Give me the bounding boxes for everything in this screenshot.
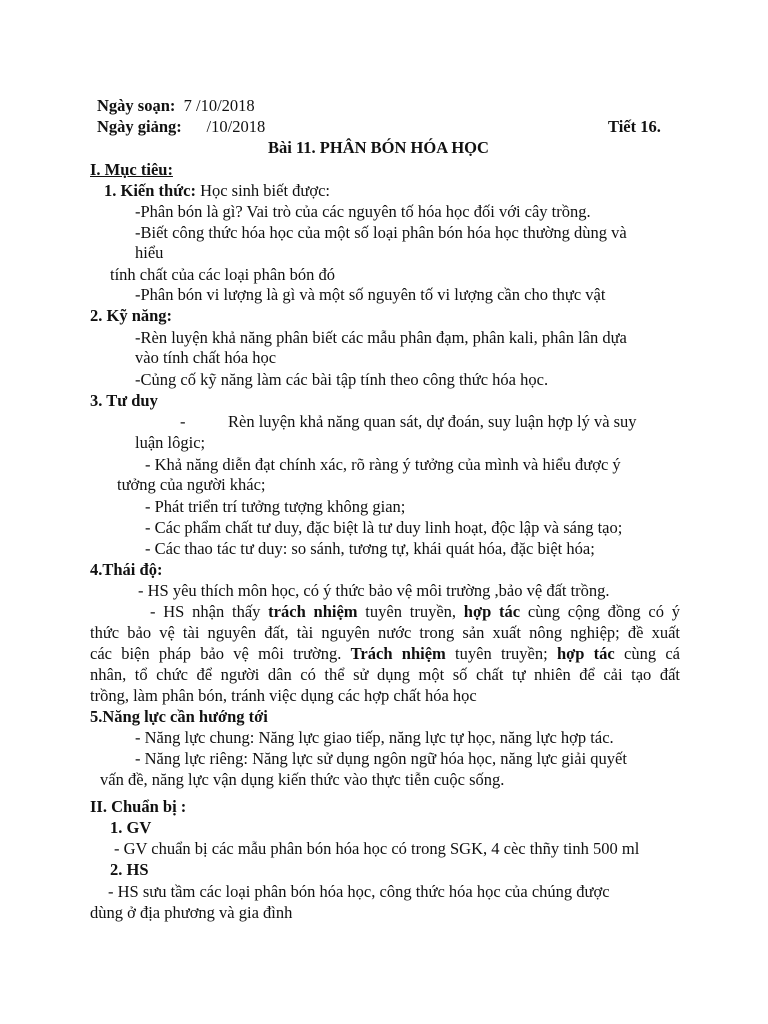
competency-item-2: - Năng lực riêng: Năng lực sử dụng ngôn ngữ hóa học, năng lực giải quyết — [135, 749, 627, 768]
competency-item-1: - Năng lực chung: Năng lực giao tiếp, năng lực tự học, năng lực hợp tác. — [135, 728, 614, 747]
student-prep-text: - HS sưu tầm các loại phân bón hóa học, công thức hóa học của chúng được — [108, 882, 610, 901]
teacher-prep-text: - GV chuẩn bị các mẫu phân bón hóa học có trong SGK, 4 cèc thñy tinh 500 ml — [114, 839, 640, 858]
attitude-item-1: - HS yêu thích môn học, có ý thức bảo vệ môi trường ,bảo vệ đất trồng. — [138, 581, 610, 600]
attitude-para-line-4: nhân, tổ chức để người dân có thể sử dụng một số chất tự nhiên để cải tạo đất — [90, 665, 680, 684]
attitude-text: cùng cộng đồng có ý — [520, 602, 680, 621]
skills-item-1: -Rèn luyện khả năng phân biết các mẫu phân đạm, phân kali, phân lân dựa — [135, 328, 627, 347]
knowledge-item-2: -Biết công thức hóa học của một số loại phân bón hóa học thường dùng và — [135, 223, 627, 242]
teach-date-value: /10/2018 — [206, 117, 266, 136]
thinking-dash: - — [180, 412, 186, 431]
prep-date-line — [97, 96, 255, 116]
cooperation-emphasis: hợp tác — [463, 602, 521, 621]
attitude-text: các biện pháp bảo vệ môi trường. — [90, 644, 351, 663]
thinking-heading: 3. Tư duy — [90, 391, 158, 410]
attitude-text: tuyên truyền, — [357, 602, 464, 621]
student-prep-text-cont: dùng ở địa phương và gia đình — [90, 903, 293, 922]
attitude-text: cùng cá — [614, 644, 680, 663]
knowledge-item-1: -Phân bón là gì? Vai trò của các nguyên tố hóa học đối với cây trồng. — [135, 202, 591, 221]
attitude-para-line-5: trồng, làm phân bón, tránh việc dụng các hợp chất hóa học — [90, 686, 477, 705]
teach-date-label: Ngày giảng: — [97, 117, 182, 136]
student-heading: 2. HS — [110, 860, 149, 879]
thinking-item-3: - Phát triển trí tưởng tượng không gian; — [145, 497, 406, 516]
skills-heading: 2. Kỹ năng: — [90, 306, 173, 325]
knowledge-item-2-cont-2: tính chất của các loại phân bón đó — [110, 265, 335, 284]
knowledge-label: 1. Kiến thức: — [104, 181, 196, 200]
lesson-period: Tiết 16. — [608, 117, 661, 136]
prep-date-label: Ngày soạn: — [97, 96, 176, 115]
knowledge-item-3: -Phân bón vi lượng là gì và một số nguyên tố vi lượng cần cho thực vật — [135, 285, 606, 304]
thinking-item-4: - Các phẩm chất tư duy, đặc biệt là tư duy linh hoạt, độc lập và sáng tạo; — [145, 518, 623, 537]
prep-date-value: 7 /10/2018 — [183, 96, 255, 115]
knowledge-line — [104, 181, 330, 201]
responsibility-emphasis: trách nhiệm — [268, 602, 358, 621]
thinking-item-2-cont: tưởng của người khác; — [117, 475, 266, 494]
attitude-text: - HS nhận thấy — [150, 602, 269, 621]
thinking-item-2: - Khả năng diễn đạt chính xác, rõ ràng ý tưởng của mình và hiểu được ý — [145, 455, 621, 474]
attitude-heading: 4.Thái độ: — [90, 560, 163, 579]
attitude-para-line-2: thức bảo vệ tài nguyên đất, tài nguyên nước trong sản xuất nông nghiệp; đề xuất — [90, 623, 680, 642]
cooperation-emphasis: hợp tác — [556, 644, 615, 663]
attitude-para-line-1 — [150, 602, 680, 622]
skills-item-1-cont: vào tính chất hóa học — [135, 348, 277, 367]
attitude-para-line-3 — [90, 644, 680, 664]
thinking-item-1: Rèn luyện khả năng quan sát, dự đoán, suy luận hợp lý và suy — [228, 412, 637, 431]
thinking-item-5: - Các thao tác tư duy: so sánh, tương tự, khái quát hóa, đặc biệt hóa; — [145, 539, 595, 558]
knowledge-intro: Học sinh biết được: — [195, 181, 330, 200]
thinking-item-1-cont: luận lôgic; — [135, 433, 206, 452]
competency-item-2-cont: vấn đề, năng lực vận dụng kiến thức vào thực tiễn cuộc sống. — [100, 770, 505, 789]
teach-date-line — [97, 117, 265, 137]
page-title: Bài 11. PHÂN BÓN HÓA HỌC — [268, 138, 489, 157]
attitude-text: tuyên truyền; — [445, 644, 557, 663]
knowledge-item-2-cont: hiểu — [135, 243, 164, 262]
objectives-heading: I. Mục tiêu: — [90, 160, 173, 179]
competency-heading: 5.Năng lực cần hướng tới — [90, 707, 268, 726]
responsibility-emphasis: Trách nhiệm — [350, 644, 446, 663]
preparation-heading: II. Chuẩn bị : — [90, 797, 187, 816]
skills-item-2: -Củng cố kỹ năng làm các bài tập tính theo công thức hóa học. — [135, 370, 549, 389]
teacher-heading: 1. GV — [110, 818, 152, 837]
